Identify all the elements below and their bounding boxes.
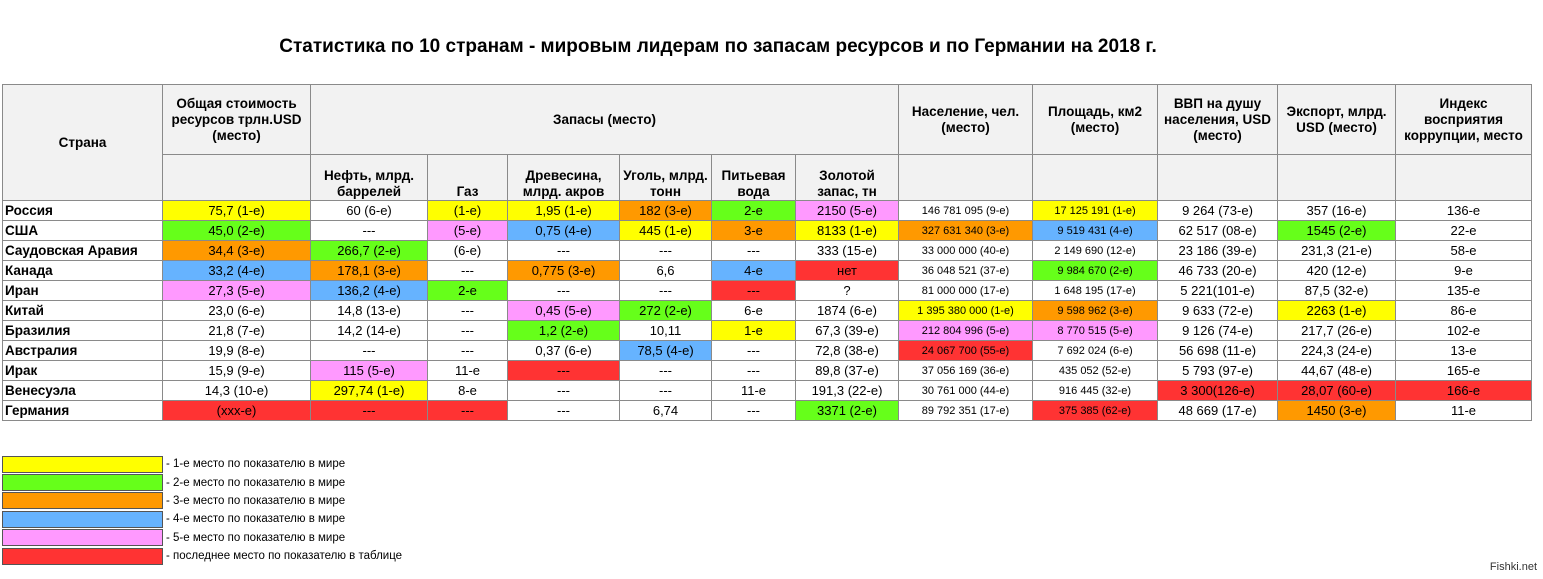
country-cell: Саудовская Аравия — [3, 241, 163, 261]
header-country: Страна — [3, 85, 163, 201]
oil-cell: --- — [311, 401, 428, 421]
gold-cell: 72,8 (38-е) — [796, 341, 899, 361]
corruption-cell: 165-е — [1396, 361, 1532, 381]
page-title: Статистика по 10 странам - мировым лидерам по запасам ресурсов и по Германии на 2018 г. — [279, 36, 1157, 57]
gold-cell: 89,8 (37-е) — [796, 361, 899, 381]
table-row — [3, 281, 1532, 301]
corruption-cell: 102-е — [1396, 321, 1532, 341]
resources-table — [2, 84, 1532, 421]
gdp-cell: 9 264 (73-е) — [1158, 201, 1278, 221]
wood-cell: 1,95 (1-е) — [508, 201, 620, 221]
legend-swatch — [2, 511, 163, 528]
gdp-cell: 62 517 (08-е) — [1158, 221, 1278, 241]
country-cell: Бразилия — [3, 321, 163, 341]
table-row — [3, 301, 1532, 321]
legend-swatch — [2, 456, 163, 473]
total-cell: 27,3 (5-е) — [163, 281, 311, 301]
coal-cell: --- — [620, 241, 712, 261]
legend-item — [2, 492, 402, 510]
header-area: Площадь, км2 (место) — [1033, 85, 1158, 155]
export-cell: 357 (16-е) — [1278, 201, 1396, 221]
gdp-cell: 46 733 (20-е) — [1158, 261, 1278, 281]
population-cell: 89 792 351 (17-е) — [899, 401, 1033, 421]
gdp-cell: 23 186 (39-е) — [1158, 241, 1278, 261]
gdp-cell: 5 221(101-е) — [1158, 281, 1278, 301]
wood-cell: 0,37 (6-е) — [508, 341, 620, 361]
gold-cell: 8133 (1-е) — [796, 221, 899, 241]
export-cell: 224,3 (24-е) — [1278, 341, 1396, 361]
corruption-cell: 136-е — [1396, 201, 1532, 221]
gdp-cell: 48 669 (17-е) — [1158, 401, 1278, 421]
coal-cell: 272 (2-е) — [620, 301, 712, 321]
legend-swatch — [2, 474, 163, 491]
area-cell: 7 692 024 (6-е) — [1033, 341, 1158, 361]
table-row — [3, 401, 1532, 421]
gdp-cell: 3 300(126-е) — [1158, 381, 1278, 401]
water-cell: --- — [712, 401, 796, 421]
gdp-cell: 9 126 (74-е) — [1158, 321, 1278, 341]
gas-cell: --- — [428, 301, 508, 321]
area-cell: 435 052 (52-е) — [1033, 361, 1158, 381]
table-row — [3, 221, 1532, 241]
legend — [2, 455, 402, 565]
export-cell: 217,7 (26-е) — [1278, 321, 1396, 341]
gas-cell: --- — [428, 321, 508, 341]
population-cell: 81 000 000 (17-е) — [899, 281, 1033, 301]
header-gas: Газ — [428, 155, 508, 201]
header-total-value: Общая стоимость ресурсов трлн.USD (место) — [163, 85, 311, 155]
table-row — [3, 321, 1532, 341]
header-blank — [1396, 155, 1532, 201]
coal-cell: 6,6 — [620, 261, 712, 281]
water-cell: --- — [712, 361, 796, 381]
oil-cell: 115 (5-е) — [311, 361, 428, 381]
area-cell: 9 598 962 (3-е) — [1033, 301, 1158, 321]
area-cell: 9 984 670 (2-е) — [1033, 261, 1158, 281]
gas-cell: 11-е — [428, 361, 508, 381]
gdp-cell: 9 633 (72-е) — [1158, 301, 1278, 321]
gold-cell: 1874 (6-е) — [796, 301, 899, 321]
export-cell: 1545 (2-е) — [1278, 221, 1396, 241]
oil-cell: 60 (6-е) — [311, 201, 428, 221]
wood-cell: 0,45 (5-е) — [508, 301, 620, 321]
table-row — [3, 261, 1532, 281]
total-cell: (xxx-е) — [163, 401, 311, 421]
export-cell: 28,07 (60-е) — [1278, 381, 1396, 401]
header-corruption: Индекс восприятия коррупции, место — [1396, 85, 1532, 155]
table-row — [3, 361, 1532, 381]
gas-cell: (5-е) — [428, 221, 508, 241]
coal-cell: 182 (3-е) — [620, 201, 712, 221]
legend-item — [2, 455, 402, 473]
gas-cell: --- — [428, 341, 508, 361]
corruption-cell: 58-е — [1396, 241, 1532, 261]
header-blank — [899, 155, 1033, 201]
export-cell: 231,3 (21-е) — [1278, 241, 1396, 261]
legend-swatch — [2, 529, 163, 546]
total-cell: 15,9 (9-е) — [163, 361, 311, 381]
water-cell: 2-е — [712, 201, 796, 221]
coal-cell: 445 (1-е) — [620, 221, 712, 241]
gold-cell: 191,3 (22-е) — [796, 381, 899, 401]
coal-cell: 6,74 — [620, 401, 712, 421]
population-cell: 36 048 521 (37-е) — [899, 261, 1033, 281]
total-cell: 23,0 (6-е) — [163, 301, 311, 321]
population-cell: 33 000 000 (40-е) — [899, 241, 1033, 261]
header-blank — [1158, 155, 1278, 201]
gold-cell: ? — [796, 281, 899, 301]
gold-cell: 67,3 (39-е) — [796, 321, 899, 341]
water-cell: 11-е — [712, 381, 796, 401]
oil-cell: --- — [311, 221, 428, 241]
country-cell: Канада — [3, 261, 163, 281]
header-gold: Золотой запас, тн — [796, 155, 899, 201]
export-cell: 44,67 (48-е) — [1278, 361, 1396, 381]
gold-cell: 3371 (2-е) — [796, 401, 899, 421]
oil-cell: 297,74 (1-е) — [311, 381, 428, 401]
total-cell: 75,7 (1-е) — [163, 201, 311, 221]
population-cell: 37 056 169 (36-е) — [899, 361, 1033, 381]
gdp-cell: 5 793 (97-е) — [1158, 361, 1278, 381]
gas-cell: (1-е) — [428, 201, 508, 221]
oil-cell: 14,2 (14-е) — [311, 321, 428, 341]
header-row-top — [3, 85, 1532, 155]
wood-cell: --- — [508, 361, 620, 381]
corruption-cell: 13-е — [1396, 341, 1532, 361]
legend-label: - 2-е место по показателю в мире — [166, 476, 346, 489]
area-cell: 916 445 (32-е) — [1033, 381, 1158, 401]
header-reserves: Запасы (место) — [311, 85, 899, 155]
gas-cell: --- — [428, 261, 508, 281]
wood-cell: --- — [508, 241, 620, 261]
legend-label: - 1-е место по показателю в мире — [166, 458, 346, 471]
legend-label: - 3-е место по показателю в мире — [166, 494, 346, 507]
oil-cell: --- — [311, 341, 428, 361]
corruption-cell: 9-е — [1396, 261, 1532, 281]
country-cell: Венесуэла — [3, 381, 163, 401]
header-blank — [1033, 155, 1158, 201]
total-cell: 14,3 (10-е) — [163, 381, 311, 401]
country-cell: Ирак — [3, 361, 163, 381]
gold-cell: нет — [796, 261, 899, 281]
header-water: Питьевая вода — [712, 155, 796, 201]
gas-cell: 8-е — [428, 381, 508, 401]
header-population: Население, чел. (место) — [899, 85, 1033, 155]
corruption-cell: 11-е — [1396, 401, 1532, 421]
export-cell: 2263 (1-е) — [1278, 301, 1396, 321]
oil-cell: 136,2 (4-е) — [311, 281, 428, 301]
area-cell: 9 519 431 (4-е) — [1033, 221, 1158, 241]
table-body — [3, 201, 1532, 421]
export-cell: 1450 (3-е) — [1278, 401, 1396, 421]
wood-cell: 0,75 (4-е) — [508, 221, 620, 241]
table-row — [3, 381, 1532, 401]
legend-item — [2, 547, 402, 565]
corruption-cell: 22-е — [1396, 221, 1532, 241]
corruption-cell: 135-е — [1396, 281, 1532, 301]
water-cell: 1-е — [712, 321, 796, 341]
country-cell: Китай — [3, 301, 163, 321]
water-cell: 6-е — [712, 301, 796, 321]
water-cell: --- — [712, 241, 796, 261]
total-cell: 21,8 (7-е) — [163, 321, 311, 341]
table-row — [3, 201, 1532, 221]
water-cell: --- — [712, 341, 796, 361]
legend-swatch — [2, 548, 163, 565]
water-cell: --- — [712, 281, 796, 301]
corruption-cell: 86-е — [1396, 301, 1532, 321]
header-export: Экспорт, млрд. USD (место) — [1278, 85, 1396, 155]
gas-cell: --- — [428, 401, 508, 421]
water-cell: 3-е — [712, 221, 796, 241]
legend-item — [2, 529, 402, 547]
oil-cell: 14,8 (13-е) — [311, 301, 428, 321]
total-cell: 34,4 (3-е) — [163, 241, 311, 261]
export-cell: 420 (12-е) — [1278, 261, 1396, 281]
area-cell: 375 385 (62-е) — [1033, 401, 1158, 421]
population-cell: 30 761 000 (44-е) — [899, 381, 1033, 401]
total-cell: 33,2 (4-е) — [163, 261, 311, 281]
header-wood: Древесина, млрд. акров — [508, 155, 620, 201]
country-cell: Россия — [3, 201, 163, 221]
corruption-cell: 166-е — [1396, 381, 1532, 401]
legend-swatch — [2, 492, 163, 509]
population-cell: 24 067 700 (55-е) — [899, 341, 1033, 361]
area-cell: 8 770 515 (5-е) — [1033, 321, 1158, 341]
export-cell: 87,5 (32-е) — [1278, 281, 1396, 301]
total-cell: 19,9 (8-е) — [163, 341, 311, 361]
water-cell: 4-е — [712, 261, 796, 281]
gold-cell: 333 (15-е) — [796, 241, 899, 261]
population-cell: 146 781 095 (9-е) — [899, 201, 1033, 221]
header-row-sub — [3, 155, 1532, 201]
legend-item — [2, 473, 402, 491]
gas-cell: (6-е) — [428, 241, 508, 261]
coal-cell: 78,5 (4-е) — [620, 341, 712, 361]
wood-cell: 0,775 (3-е) — [508, 261, 620, 281]
population-cell: 1 395 380 000 (1-е) — [899, 301, 1033, 321]
population-cell: 327 631 340 (3-е) — [899, 221, 1033, 241]
oil-cell: 178,1 (3-е) — [311, 261, 428, 281]
legend-label: - последнее место по показателю в таблице — [166, 550, 403, 563]
legend-label: - 4-е место по показателю в мире — [166, 513, 346, 526]
gold-cell: 2150 (5-е) — [796, 201, 899, 221]
coal-cell: --- — [620, 361, 712, 381]
gdp-cell: 56 698 (11-е) — [1158, 341, 1278, 361]
wood-cell: --- — [508, 381, 620, 401]
watermark: Fishki.net — [1489, 561, 1537, 573]
wood-cell: --- — [508, 281, 620, 301]
coal-cell: 10,11 — [620, 321, 712, 341]
gas-cell: 2-е — [428, 281, 508, 301]
table-row — [3, 341, 1532, 361]
header-gdp: ВВП на душу населения, USD (место) — [1158, 85, 1278, 155]
header-blank — [163, 155, 311, 201]
coal-cell: --- — [620, 281, 712, 301]
country-cell: Иран — [3, 281, 163, 301]
country-cell: Германия — [3, 401, 163, 421]
wood-cell: --- — [508, 401, 620, 421]
country-cell: США — [3, 221, 163, 241]
population-cell: 212 804 996 (5-е) — [899, 321, 1033, 341]
total-cell: 45,0 (2-е) — [163, 221, 311, 241]
area-cell: 17 125 191 (1-е) — [1033, 201, 1158, 221]
header-coal: Уголь, млрд. тонн — [620, 155, 712, 201]
area-cell: 1 648 195 (17-е) — [1033, 281, 1158, 301]
table-row — [3, 241, 1532, 261]
header-blank — [1278, 155, 1396, 201]
coal-cell: --- — [620, 381, 712, 401]
wood-cell: 1,2 (2-е) — [508, 321, 620, 341]
country-cell: Австралия — [3, 341, 163, 361]
header-oil: Нефть, млрд. баррелей — [311, 155, 428, 201]
legend-item — [2, 510, 402, 528]
area-cell: 2 149 690 (12-е) — [1033, 241, 1158, 261]
oil-cell: 266,7 (2-е) — [311, 241, 428, 261]
legend-label: - 5-е место по показателю в мире — [166, 531, 346, 544]
